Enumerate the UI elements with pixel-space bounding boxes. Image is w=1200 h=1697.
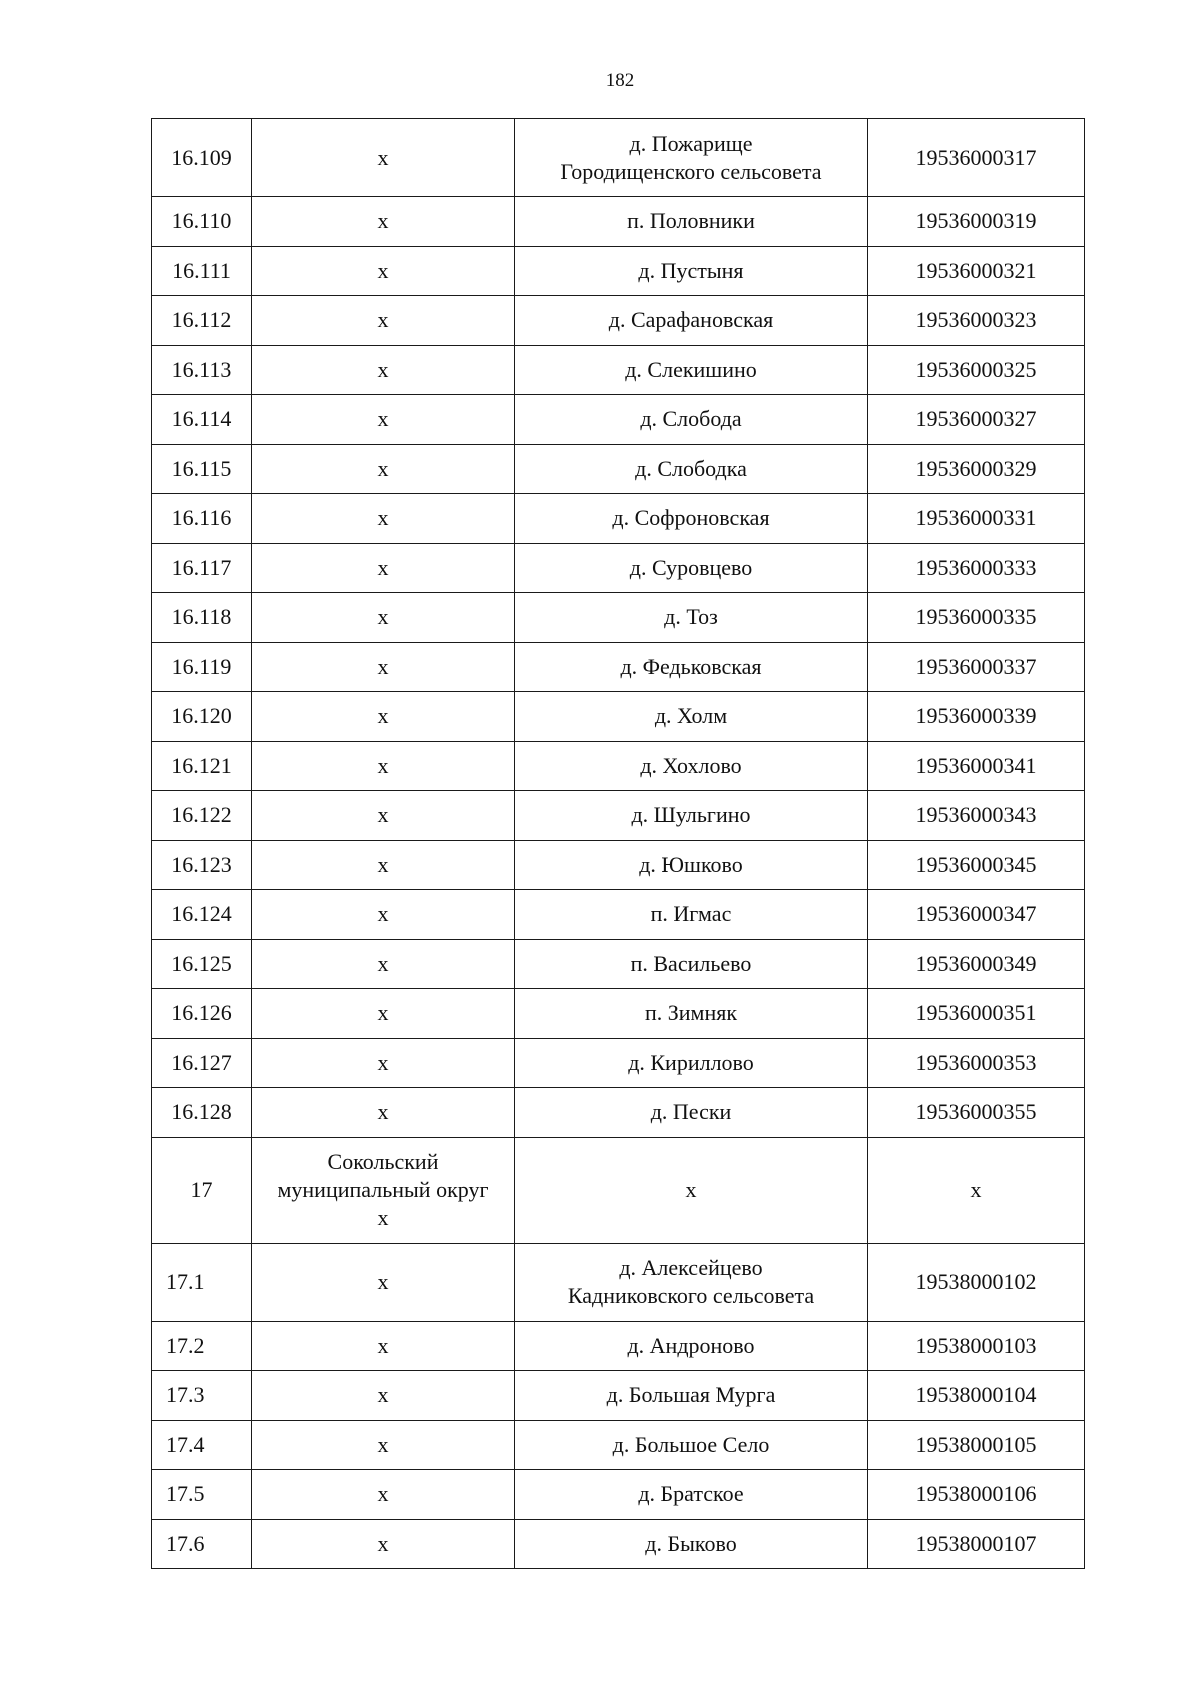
- row-number-cell: 16.117: [152, 543, 252, 593]
- row-number-cell: 16.119: [152, 642, 252, 692]
- table-row: [152, 296, 1085, 346]
- settlement-name-cell: п. Половники: [515, 197, 868, 247]
- settlement-name-cell: п. Игмас: [515, 890, 868, 940]
- oktmo-code-cell: 19536000319: [868, 197, 1085, 247]
- table-row: [152, 1137, 1085, 1243]
- row-number-cell: 17.1: [152, 1243, 252, 1321]
- settlement-name-cell: д. Большая Мурга: [515, 1371, 868, 1421]
- municipality-cell: х: [252, 296, 515, 346]
- oktmo-code-cell: 19538000107: [868, 1519, 1085, 1569]
- settlement-name-cell: д. Холм: [515, 692, 868, 742]
- oktmo-code-cell: 19536000335: [868, 593, 1085, 643]
- settlement-name-cell: п. Зимняк: [515, 989, 868, 1039]
- oktmo-code-cell: 19536000351: [868, 989, 1085, 1039]
- oktmo-code-cell: 19536000345: [868, 840, 1085, 890]
- municipality-cell: х: [252, 494, 515, 544]
- oktmo-code-cell: 19536000343: [868, 791, 1085, 841]
- table-row: [152, 1243, 1085, 1321]
- settlement-name-cell: д. Пустыня: [515, 246, 868, 296]
- municipality-cell: х: [252, 119, 515, 197]
- municipality-cell: х: [252, 1371, 515, 1421]
- settlement-name-cell: д. Большое Село: [515, 1420, 868, 1470]
- row-number-cell: 16.111: [152, 246, 252, 296]
- oktmo-code-cell: 19536000337: [868, 642, 1085, 692]
- row-number-cell: 16.123: [152, 840, 252, 890]
- row-number-cell: 16.113: [152, 345, 252, 395]
- municipality-cell: х: [252, 197, 515, 247]
- table-row: [152, 1321, 1085, 1371]
- table-row: [152, 494, 1085, 544]
- settlement-name-cell: д. Пожарище Городищенского сельсовета: [515, 119, 868, 197]
- page-number: 182: [605, 70, 635, 91]
- table-row: [152, 741, 1085, 791]
- table-row: [152, 939, 1085, 989]
- oktmo-code-cell: 19536000329: [868, 444, 1085, 494]
- municipality-cell: х: [252, 246, 515, 296]
- municipality-cell: х: [252, 741, 515, 791]
- municipality-cell: х: [252, 1321, 515, 1371]
- row-number-cell: 16.115: [152, 444, 252, 494]
- table-row: [152, 791, 1085, 841]
- row-number-cell: 17.5: [152, 1470, 252, 1520]
- settlement-name-cell: п. Васильево: [515, 939, 868, 989]
- oktmo-code-cell: 19536000341: [868, 741, 1085, 791]
- oktmo-code-cell: 19538000105: [868, 1420, 1085, 1470]
- table-row: [152, 197, 1085, 247]
- municipality-cell: х: [252, 692, 515, 742]
- oktmo-code-cell: 19536000327: [868, 395, 1085, 445]
- row-number-cell: 17.3: [152, 1371, 252, 1421]
- oktmo-code-cell: 19536000321: [868, 246, 1085, 296]
- row-number-cell: 16.120: [152, 692, 252, 742]
- row-number-cell: 16.109: [152, 119, 252, 197]
- row-number-cell: 16.116: [152, 494, 252, 544]
- municipality-cell: х: [252, 791, 515, 841]
- oktmo-code-cell: 19536000317: [868, 119, 1085, 197]
- settlement-name-cell: д. Быково: [515, 1519, 868, 1569]
- settlement-name-cell: х: [515, 1137, 868, 1243]
- row-number-cell: 16.124: [152, 890, 252, 940]
- settlement-name-cell: д. Сарафановская: [515, 296, 868, 346]
- row-number-cell: 16.126: [152, 989, 252, 1039]
- oktmo-code-cell: 19536000331: [868, 494, 1085, 544]
- settlement-name-cell: д. Слободка: [515, 444, 868, 494]
- municipality-cell: х: [252, 444, 515, 494]
- table-row: [152, 840, 1085, 890]
- settlement-name-cell: д. Пески: [515, 1088, 868, 1138]
- table-row: [152, 1088, 1085, 1138]
- settlement-name-cell: д. Юшково: [515, 840, 868, 890]
- municipality-cell: х: [252, 939, 515, 989]
- table-row: [152, 989, 1085, 1039]
- oktmo-code-cell: 19536000353: [868, 1038, 1085, 1088]
- municipality-cell: х: [252, 1088, 515, 1138]
- table-row: [152, 1470, 1085, 1520]
- table-row: [152, 1038, 1085, 1088]
- row-number-cell: 16.128: [152, 1088, 252, 1138]
- settlement-name-cell: д. Тоз: [515, 593, 868, 643]
- municipality-cell: х: [252, 989, 515, 1039]
- settlement-name-cell: д. Кириллово: [515, 1038, 868, 1088]
- table-row: [152, 692, 1085, 742]
- row-number-cell: 16.114: [152, 395, 252, 445]
- municipality-cell: х: [252, 1243, 515, 1321]
- settlement-name-cell: д. Софроновская: [515, 494, 868, 544]
- municipality-cell: х: [252, 593, 515, 643]
- row-number-cell: 16.118: [152, 593, 252, 643]
- row-number-cell: 17.4: [152, 1420, 252, 1470]
- municipality-cell: х: [252, 840, 515, 890]
- settlement-name-cell: д. Слекишино: [515, 345, 868, 395]
- row-number-cell: 16.127: [152, 1038, 252, 1088]
- table-row: [152, 890, 1085, 940]
- oktmo-code-cell: 19538000102: [868, 1243, 1085, 1321]
- table-row: [152, 543, 1085, 593]
- municipality-cell: х: [252, 890, 515, 940]
- table-body: [152, 119, 1085, 1569]
- table-row: [152, 246, 1085, 296]
- municipality-cell: х: [252, 395, 515, 445]
- municipality-cell: х: [252, 1420, 515, 1470]
- municipality-cell: х: [252, 1519, 515, 1569]
- oktmo-code-cell: 19536000333: [868, 543, 1085, 593]
- oktmo-code-cell: 19538000104: [868, 1371, 1085, 1421]
- municipality-cell: х: [252, 1038, 515, 1088]
- row-number-cell: 16.122: [152, 791, 252, 841]
- municipality-cell: х: [252, 1470, 515, 1520]
- row-number-cell: 17.2: [152, 1321, 252, 1371]
- table-row: [152, 642, 1085, 692]
- oktmo-code-cell: 19538000103: [868, 1321, 1085, 1371]
- row-number-cell: 16.125: [152, 939, 252, 989]
- oktmo-code-cell: 19536000325: [868, 345, 1085, 395]
- settlement-name-cell: д. Суровцево: [515, 543, 868, 593]
- settlement-name-cell: д. Братское: [515, 1470, 868, 1520]
- oktmo-code-cell: 19536000323: [868, 296, 1085, 346]
- table-row: [152, 1420, 1085, 1470]
- row-number-cell: 17.6: [152, 1519, 252, 1569]
- settlement-name-cell: д. Слобода: [515, 395, 868, 445]
- table-row: [152, 1371, 1085, 1421]
- municipality-cell: х: [252, 642, 515, 692]
- row-number-cell: 16.110: [152, 197, 252, 247]
- row-number-cell: 16.121: [152, 741, 252, 791]
- settlement-name-cell: д. Шульгино: [515, 791, 868, 841]
- oktmo-code-cell: 19536000339: [868, 692, 1085, 742]
- municipality-cell: х: [252, 543, 515, 593]
- settlement-name-cell: д. Хохлово: [515, 741, 868, 791]
- oktmo-code-cell: 19536000349: [868, 939, 1085, 989]
- municipality-cell: х: [252, 345, 515, 395]
- table-row: [152, 444, 1085, 494]
- oktmo-code-cell: 19538000106: [868, 1470, 1085, 1520]
- table-row: [152, 395, 1085, 445]
- settlement-name-cell: д. Федьковская: [515, 642, 868, 692]
- row-number-cell: 16.112: [152, 296, 252, 346]
- oktmo-code-cell: 19536000355: [868, 1088, 1085, 1138]
- oktmo-code-cell: х: [868, 1137, 1085, 1243]
- table-row: [152, 593, 1085, 643]
- table-row: [152, 119, 1085, 197]
- table-row: [152, 1519, 1085, 1569]
- oktmo-code-cell: 19536000347: [868, 890, 1085, 940]
- settlement-name-cell: д. Андроново: [515, 1321, 868, 1371]
- municipality-cell: Сокольский муниципальный округ х: [252, 1137, 515, 1243]
- row-number-cell: 17: [152, 1137, 252, 1243]
- settlement-name-cell: д. Алексейцево Кадниковского сельсовета: [515, 1243, 868, 1321]
- settlements-table: [151, 118, 1085, 1569]
- table-row: [152, 345, 1085, 395]
